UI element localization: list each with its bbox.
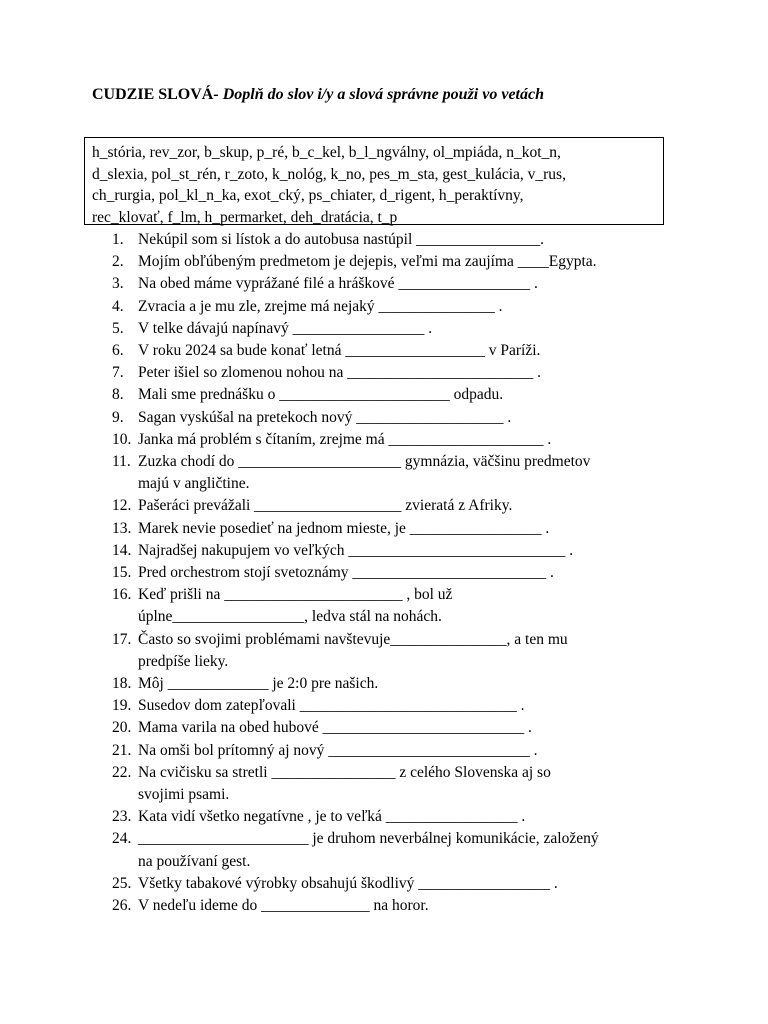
exercise-item xyxy=(112,717,712,739)
title-bold: CUDZIE SLOVÁ xyxy=(92,86,214,103)
exercise-number: 19. xyxy=(112,697,132,715)
exercise-number: 16. xyxy=(112,586,132,604)
exercise-text-block xyxy=(138,740,538,762)
exercise-item xyxy=(112,251,712,273)
word-bank-line: ch_rurgia, pol_kl_n_ka, exot_cký, ps_chiater, d_rigent, h_peraktívny, xyxy=(92,187,524,204)
exercise-continuation xyxy=(112,651,712,673)
exercise-text-block xyxy=(138,495,512,517)
exercise-number: 6. xyxy=(112,342,124,360)
exercise-continuation xyxy=(112,473,712,495)
exercise-item xyxy=(112,296,712,318)
exercise-sentence-continued: na používaní gest. xyxy=(138,852,251,870)
exercise-text-block xyxy=(138,407,511,429)
exercise-number: 24. xyxy=(112,830,132,848)
exercise-item xyxy=(112,429,712,451)
exercise-number: 23. xyxy=(112,808,132,826)
exercise-item xyxy=(112,806,712,828)
exercise-item xyxy=(112,873,712,895)
exercise-sentence: Všetky tabakové výrobky obsahujú škodlivý _________________ . xyxy=(138,874,558,892)
exercise-number: 25. xyxy=(112,874,132,892)
exercise-sentence: Mama varila na obed hubové __________________________ . xyxy=(138,719,532,737)
exercise-text-block xyxy=(138,451,590,473)
exercise-sentence: Janka má problém s čítaním, zrejme má ____________________ . xyxy=(138,430,552,448)
exercise-item xyxy=(112,229,712,251)
exercise-item xyxy=(112,340,712,362)
exercise-text-block xyxy=(138,673,378,695)
exercise-number: 15. xyxy=(112,564,132,582)
word-bank-line: rec_klovať, f_lm, h_permarket, deh_dratácia, t_p xyxy=(92,208,398,226)
exercise-sentence: V nedeľu ideme do ______________ na horor. xyxy=(138,897,429,915)
exercise-number: 1. xyxy=(112,231,124,248)
exercise-continuation xyxy=(112,851,712,873)
exercise-number: 11. xyxy=(112,453,131,471)
exercise-number: 4. xyxy=(112,297,124,315)
exercise-sentence: Pred orchestrom stojí svetoznámy _________________________ . xyxy=(138,564,554,582)
exercise-text-block xyxy=(138,562,554,584)
exercise-text-block xyxy=(138,762,551,784)
exercise-text-block xyxy=(138,540,573,562)
exercise-item xyxy=(112,828,712,850)
exercise-sentence: Nekúpil som si lístok a do autobusa nastúpil ________________. xyxy=(138,231,544,248)
exercise-number: 21. xyxy=(112,741,132,759)
exercise-item xyxy=(112,762,712,784)
worksheet-title xyxy=(92,86,544,104)
exercise-item xyxy=(112,695,712,717)
exercise-sentence: Najradšej nakupujem vo veľkých ____________________________ . xyxy=(138,541,574,559)
exercise-sentence: Sagan vyskúšal na pretekoch nový ___________________ . xyxy=(138,408,512,426)
exercise-continuation xyxy=(112,606,712,628)
exercise-sentence-continued: svojimi psami. xyxy=(138,786,230,804)
exercise-sentence-continued: úplne_________________, ledva stál na nohách. xyxy=(138,608,442,626)
exercise-sentence: Marek nevie posedieť na jednom mieste, je _________________ . xyxy=(138,519,550,537)
word-bank-line: h_stória, rev_zor, b_skup, p_ré, b_c_kel, b_l_ngválny, ol_mpiáda, n_kot_n, xyxy=(92,144,561,161)
exercise-text-block xyxy=(138,296,503,318)
exercise-sentence: Susedov dom zatepľovali ____________________________ . xyxy=(138,697,525,715)
exercise-number: 3. xyxy=(112,275,124,293)
exercise-number: 17. xyxy=(112,630,132,648)
exercise-text-block xyxy=(138,895,429,917)
exercise-sentence: Môj _____________ je 2:0 pre našich. xyxy=(138,675,379,693)
exercise-sentence: Zvracia a je mu zle, zrejme má nejaký _______________ . xyxy=(138,297,503,315)
exercise-number: 18. xyxy=(112,675,132,693)
word-bank-box xyxy=(84,137,664,225)
exercise-item xyxy=(112,273,712,295)
exercise-number: 8. xyxy=(112,386,124,404)
exercise-item xyxy=(112,495,712,517)
exercise-item xyxy=(112,629,712,651)
exercise-number: 26. xyxy=(112,897,132,915)
exercise-item xyxy=(112,362,712,384)
exercise-text-block xyxy=(138,340,540,362)
exercise-text-block xyxy=(138,429,551,451)
exercise-item xyxy=(112,562,712,584)
exercise-item xyxy=(112,451,712,473)
exercise-item xyxy=(112,584,712,606)
word-bank-line: d_slexia, pol_st_rén, r_zoto, k_nológ, k_no, pes_m_sta, gest_kulácia, v_rus, xyxy=(92,165,566,183)
exercise-item xyxy=(112,540,712,562)
exercise-text-block xyxy=(138,518,549,540)
exercise-sentence: Keď prišli na _______________________ , bol už xyxy=(138,586,453,604)
exercise-number: 13. xyxy=(112,519,132,537)
exercise-text-block xyxy=(138,584,452,606)
exercise-sentence: Zuzka chodí do _____________________ gymnázia, väčšinu predmetov xyxy=(138,453,591,471)
exercise-sentence-continued: majú v angličtine. xyxy=(138,475,250,493)
exercise-number: 10. xyxy=(112,430,132,448)
exercise-item xyxy=(112,407,712,429)
exercise-text-block xyxy=(138,362,541,384)
exercise-sentence: Mojím obľúbeným predmetom je dejepis, veľmi ma zaujíma ____Egypta. xyxy=(138,253,597,271)
exercise-text-block xyxy=(138,273,538,295)
exercise-number: 22. xyxy=(112,763,132,781)
exercise-sentence: Peter išiel so zlomenou nohou na ________________________ . xyxy=(138,364,541,382)
title-instruction: - Doplň do slov i/y a slová správne použi vo vetách xyxy=(213,86,544,103)
exercise-sentence: V roku 2024 sa bude konať letná __________________ v Paríži. xyxy=(138,342,541,360)
exercise-number: 14. xyxy=(112,541,132,559)
exercise-text-block xyxy=(138,384,503,406)
exercise-item xyxy=(112,518,712,540)
exercise-text-block xyxy=(138,873,558,895)
exercise-item xyxy=(112,673,712,695)
exercise-sentence: Na obed máme vyprážané filé a hráškové _________________ . xyxy=(138,275,538,293)
exercise-text-block xyxy=(138,251,597,273)
exercise-item xyxy=(112,384,712,406)
exercise-list xyxy=(112,229,712,917)
exercise-item xyxy=(112,318,712,340)
exercise-text-block xyxy=(138,717,532,739)
exercise-sentence: Na cvičisku sa stretli ________________ z celého Slovenska aj so xyxy=(138,763,551,781)
exercise-continuation xyxy=(112,784,712,806)
exercise-item xyxy=(112,895,712,917)
exercise-text-block xyxy=(138,318,432,340)
exercise-number: 2. xyxy=(112,253,124,271)
exercise-sentence: Na omši bol prítomný aj nový __________________________ . xyxy=(138,741,538,759)
exercise-sentence: ______________________ je druhom neverbálnej komunikácie, založený xyxy=(138,830,599,848)
exercise-text-block xyxy=(138,828,599,850)
exercise-text-block xyxy=(138,806,525,828)
exercise-number: 12. xyxy=(112,497,132,515)
exercise-sentence: Pašeráci prevážali ___________________ zvieratá z Afriky. xyxy=(138,497,513,515)
exercise-number: 9. xyxy=(112,408,124,426)
exercise-sentence: Často so svojimi problémami navštevuje_______________, a ten mu xyxy=(138,630,568,648)
exercise-sentence: Mali sme prednášku o ______________________ odpadu. xyxy=(138,386,504,404)
exercise-text-block xyxy=(138,229,544,251)
exercise-sentence: V telke dávajú napínavý _________________ . xyxy=(138,319,433,337)
exercise-sentence: Kata vidí všetko negatívne , je to veľká _________________ . xyxy=(138,808,526,826)
exercise-text-block xyxy=(138,629,568,651)
exercise-number: 5. xyxy=(112,319,124,337)
exercise-number: 20. xyxy=(112,719,132,737)
exercise-item xyxy=(112,740,712,762)
exercise-text-block xyxy=(138,695,524,717)
exercise-sentence-continued: predpíše lieky. xyxy=(138,652,229,670)
exercise-number: 7. xyxy=(112,364,124,382)
